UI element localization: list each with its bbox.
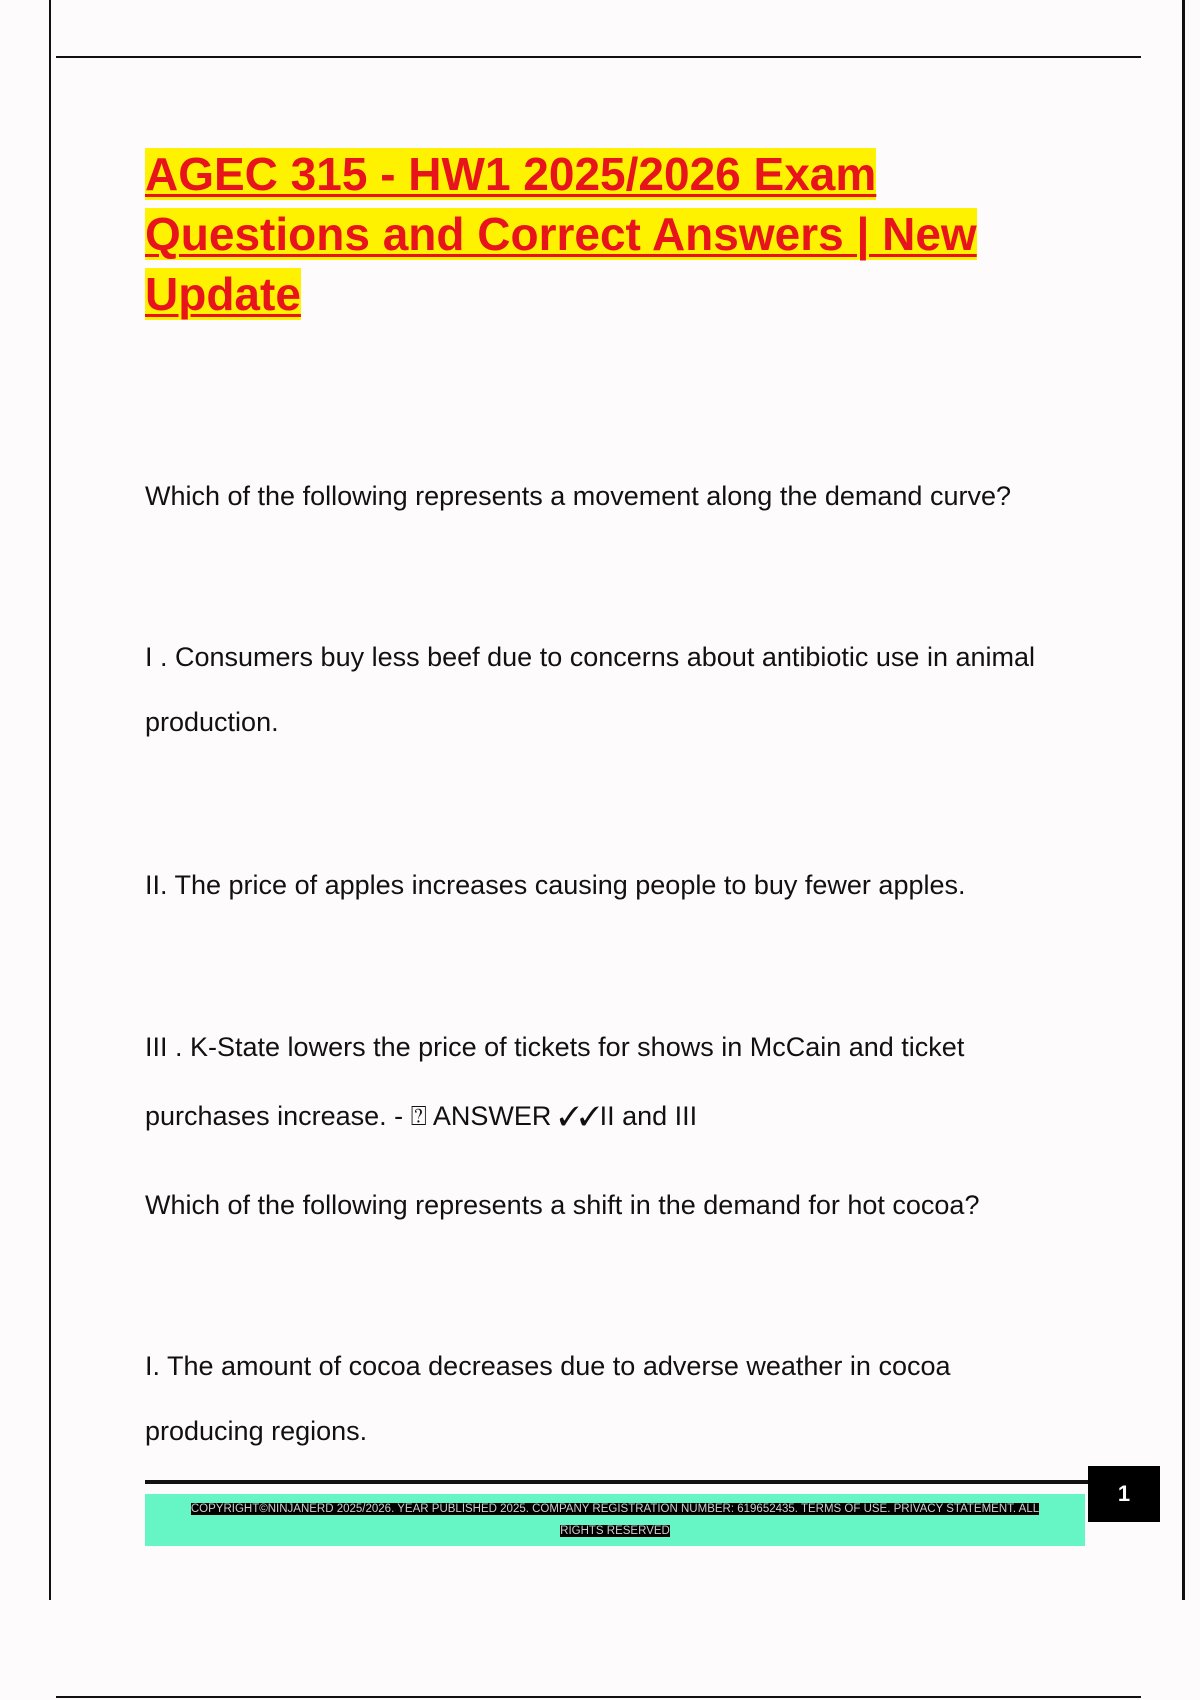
page-border-left [49, 0, 51, 1600]
option-2-1-line-2: producing regions. [145, 1416, 368, 1446]
option-2-1-line-1: I. The amount of cocoa decreases due to adverse weather in cocoa [145, 1351, 951, 1381]
option-1-2: II. The price of apples increases causing people to buy fewer apples. [145, 870, 966, 900]
document-title-text: AGEC 315 - HW1 2025/2026 Exam Questions and Correct Answers | New Update [145, 148, 977, 320]
header-rule [56, 56, 1141, 58]
document-title [145, 144, 1045, 324]
page-border-right [1182, 0, 1185, 1600]
page-bottom-rule [56, 1696, 1141, 1698]
footer-rule [145, 1480, 1090, 1484]
answer-1: purchases increase. - ⍰ ANSWER ✓✓II and III [145, 1101, 698, 1131]
copyright-notice-text: COPYRIGHT©NINJANERD 2025/2026. YEAR PUBLISHED 2025. COMPANY REGISTRATION NUMBER: 619652435. TERMS OF USE. PRIVACY STATEMENT. ALL RIGHTS RESERVED [190, 1503, 1040, 1537]
option-1-3-line-1: III . K-State lowers the price of tickets for shows in McCain and ticket [145, 1032, 965, 1062]
copyright-notice [175, 1498, 1055, 1542]
option-1-1-line-2: production. [145, 707, 279, 737]
page-number: 1 [1088, 1466, 1160, 1522]
question-2: Which of the following represents a shift in the demand for hot cocoa? [145, 1190, 980, 1220]
question-1: Which of the following represents a movement along the demand curve? [145, 481, 1011, 511]
option-1-1-line-1: I . Consumers buy less beef due to concerns about antibiotic use in animal [145, 642, 1035, 672]
copyright-band [145, 1494, 1085, 1546]
